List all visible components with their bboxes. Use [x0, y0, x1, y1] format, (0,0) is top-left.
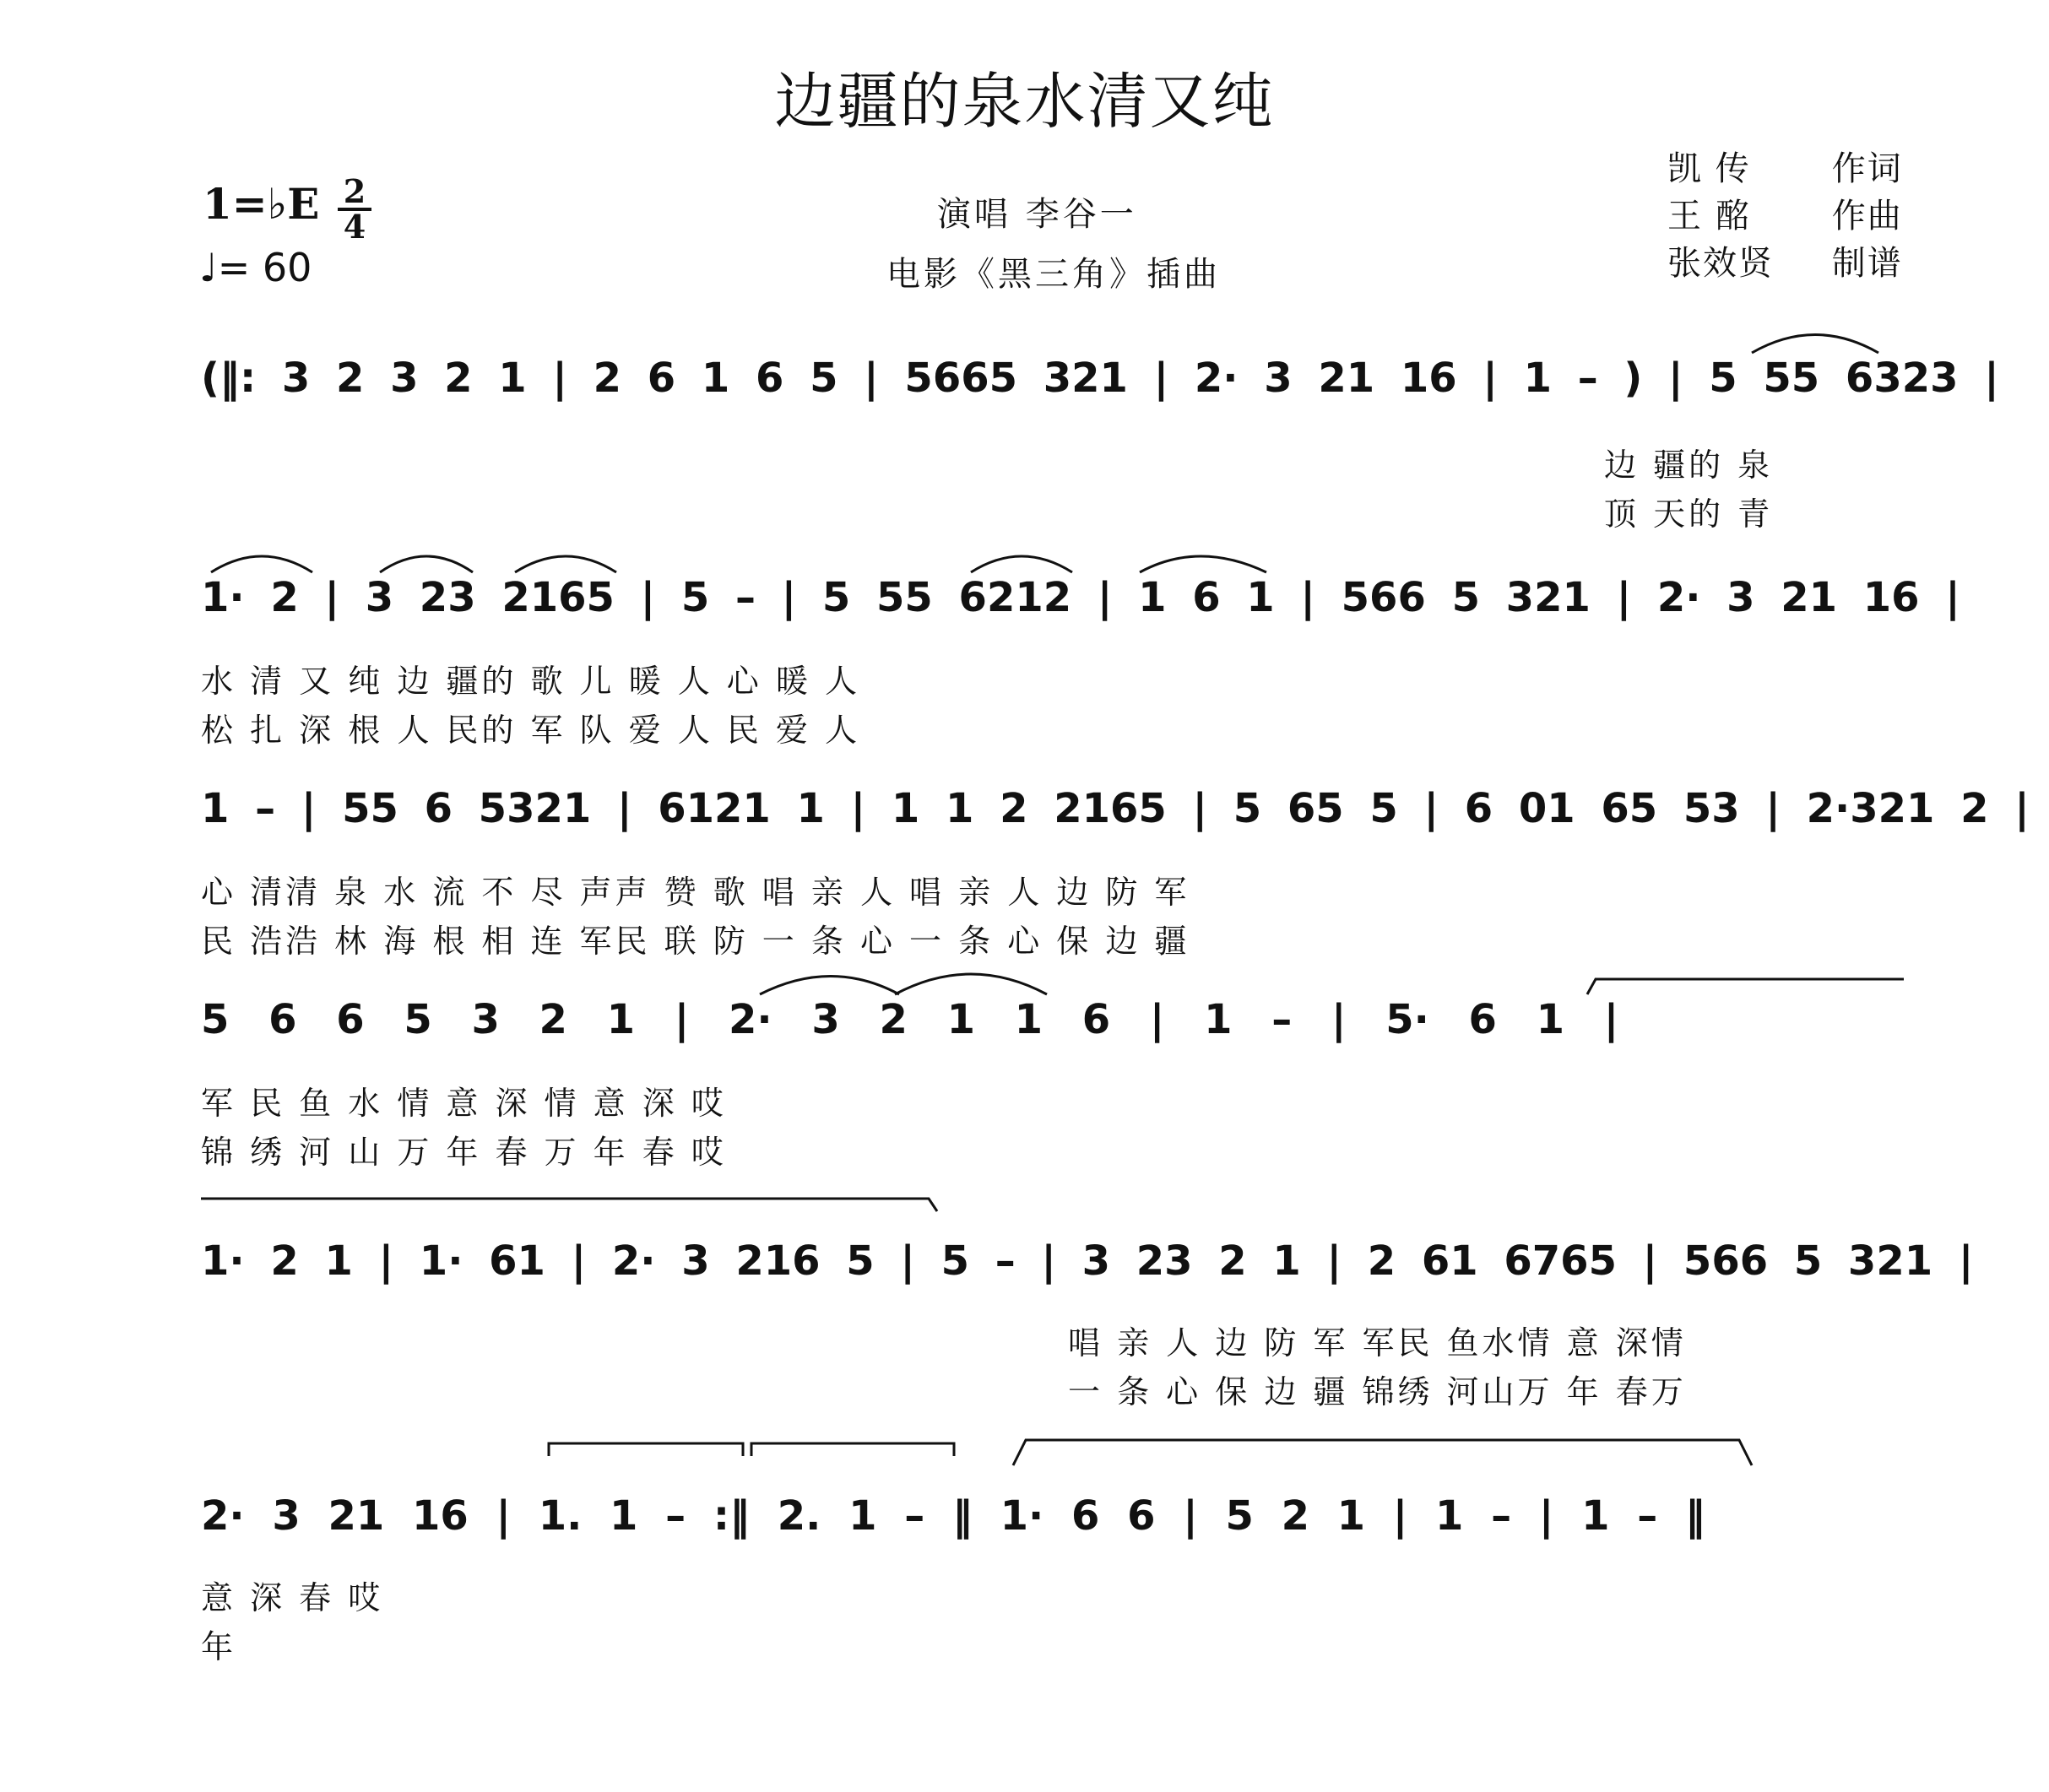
credit-name: 王 酩: [1667, 197, 1751, 236]
lyrics-line-2-verse-1: 水 清 又 纯 边 疆的 歌 儿 暖 人 心 暖 人: [201, 663, 860, 700]
slur: [895, 974, 1047, 994]
lyrics-line-6-verse-2: 年: [201, 1628, 237, 1665]
notation-line-5: 1· 2 1 | 1· 61 | 2· 3 216 5 | 5 – | 3 23 2 1 | 2 61 6765 | 566 5 321 |: [201, 1237, 1974, 1285]
lyrics-line-4-verse-1: 军 民 鱼 水 情 意 深 情 意 深 哎: [201, 1085, 727, 1122]
slur: [971, 556, 1072, 572]
singer-line: 演唱 李谷一: [937, 195, 1137, 234]
lyrics-line-1-verse-1: 边 疆的 泉: [1604, 447, 1774, 484]
credit-role: 作曲: [1831, 197, 1903, 236]
tempo-marking: ♩= 60: [199, 245, 312, 290]
key-signature: 1=♭E: [203, 179, 320, 229]
film-line: 电影《黑三角》插曲: [886, 255, 1221, 294]
volta-1: [549, 1443, 743, 1456]
tie: [201, 1199, 937, 1211]
lyrics-line-3-verse-1: 心 清清 泉 水 流 不 尽 声声 赞 歌 唱 亲 人 唱 亲 人 边 防 军: [201, 874, 1190, 911]
credit-name: 凯 传: [1667, 149, 1751, 188]
notation-line-4: 5 6 6 5 3 2 1 | 2· 3 2 1 1 6 | 1 – | 5· 6 1 |: [201, 996, 1619, 1043]
page-title: 边疆的泉水清又纯: [774, 66, 1275, 137]
slur: [211, 556, 312, 572]
time-signature-top: 2: [343, 172, 366, 210]
notation-line-1: (‖: 3 2 3 2 1 | 2 6 1 6 5 | 5665 321 | 2· 3 21 16 | 1 – ) | 5 55 6323 |: [201, 355, 1999, 402]
lyrics-line-2-verse-2: 松 扎 深 根 人 民的 军 队 爱 人 民 爱 人: [201, 712, 860, 749]
slur: [1140, 556, 1266, 572]
lyrics-line-6-verse-1: 意 深 春 哎: [201, 1579, 384, 1616]
credit-role: 制谱: [1831, 244, 1903, 283]
slur: [760, 977, 899, 995]
credit-name: 张效贤: [1667, 244, 1774, 283]
lyrics-line-5-verse-2: 一 条 心 保 边 疆 锦绣 河山万 年 春万: [1068, 1373, 1687, 1410]
slur: [380, 556, 473, 572]
slur: [1013, 1440, 1752, 1465]
tie: [1587, 979, 1904, 994]
lyrics-line-3-verse-2: 民 浩浩 林 海 根 相 连 军民 联 防 一 条 心 一 条 心 保 边 疆: [201, 923, 1190, 960]
lyrics-line-4-verse-2: 锦 绣 河 山 万 年 春 万 年 春 哎: [201, 1134, 727, 1171]
lyrics-line-1-verse-2: 顶 天的 青: [1604, 495, 1774, 533]
slur: [1752, 335, 1878, 354]
lyrics-line-5-verse-1: 唱 亲 人 边 防 军 军民 鱼水情 意 深情: [1068, 1324, 1687, 1362]
notation-line-2: 1· 2 | 3 23 2165 | 5 – | 5 55 6212 | 1 6 1 | 566 5 321 | 2· 3 21 16 |: [201, 574, 1960, 621]
notation-line-3: 1 – | 55 6 5321 | 6121 1 | 1 1 2 2165 | 5 65 5 | 6 01 65 53 | 2·321 2 |: [201, 785, 2030, 832]
notation-line-6: 2· 3 21 16 | 1. 1 – :‖ 2. 1 – ‖ 1· 6 6 | 5 2 1 | 1 – | 1 – ‖: [201, 1492, 1705, 1540]
time-signature-bottom: 4: [343, 208, 366, 246]
volta-2: [751, 1443, 954, 1456]
slur: [515, 556, 616, 572]
credit-role: 作词: [1831, 149, 1903, 188]
